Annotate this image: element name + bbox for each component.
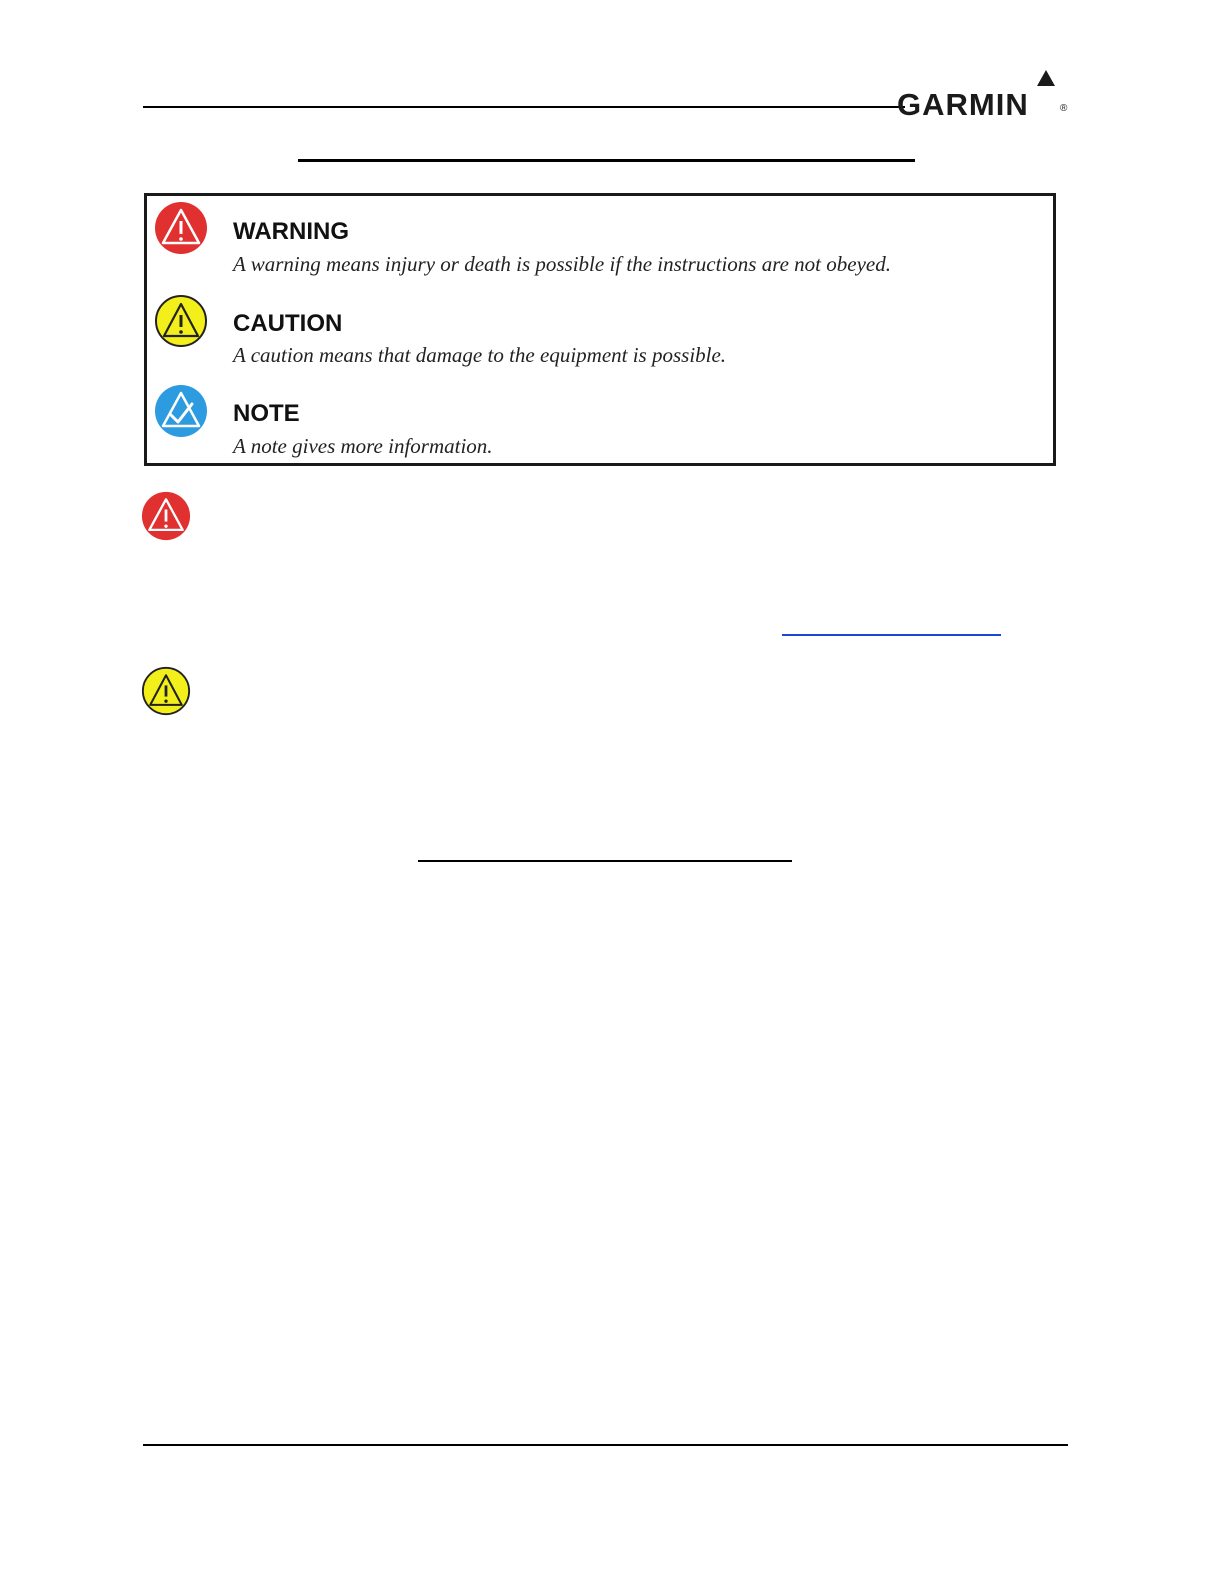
footer-rule: [143, 1444, 1068, 1446]
warning-icon: [154, 201, 208, 255]
caution-icon: [141, 666, 191, 716]
caution-description: A caution means that damage to the equipment is possible.: [233, 343, 727, 367]
title-underline: [298, 159, 915, 162]
garmin-delta-icon: [1037, 70, 1055, 86]
warning-icon: [141, 491, 191, 541]
registered-mark: ®: [1060, 103, 1068, 114]
warning-description: A warning means injury or death is possible if the instructions are not obeyed.: [233, 252, 891, 276]
note-icon: [154, 384, 208, 438]
note-title: NOTE: [233, 400, 300, 427]
section-heading-underline: [418, 860, 792, 862]
warning-title: WARNING: [233, 218, 349, 245]
caution-title: CAUTION: [233, 310, 343, 337]
garmin-wordmark: GARMIN: [897, 87, 1029, 122]
hyperlink-underline[interactable]: [782, 634, 1001, 636]
garmin-logo: [897, 70, 1072, 122]
caution-icon: [154, 294, 208, 348]
note-description: A note gives more information.: [233, 434, 493, 458]
header-rule: [143, 106, 905, 108]
safety-legend-box: [144, 193, 1056, 466]
